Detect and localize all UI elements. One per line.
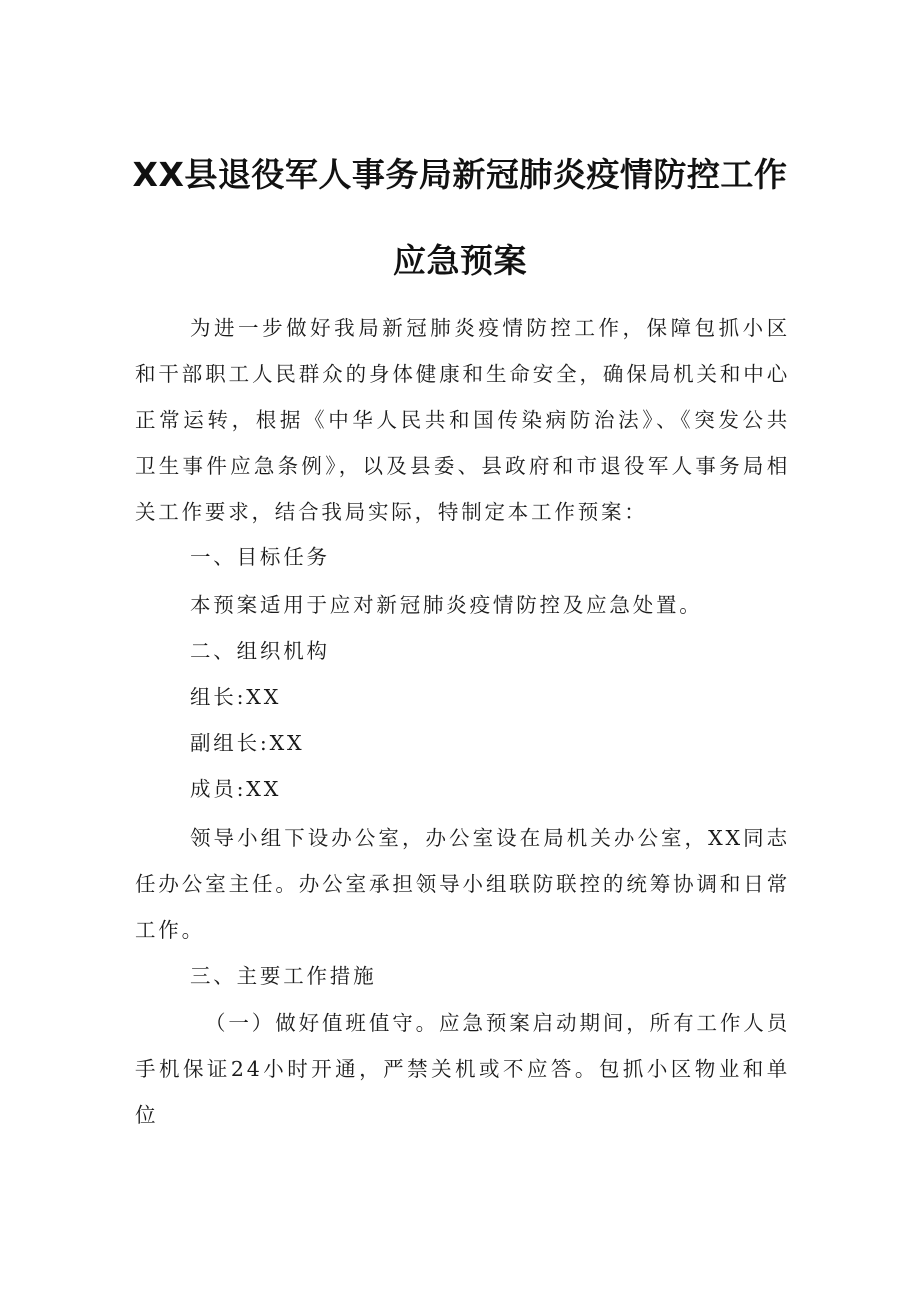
- section1-text: 本预案适用于应对新冠肺炎疫情防控及应急处置。: [190, 593, 703, 617]
- leader-line: 组长:XX: [190, 685, 282, 709]
- section3-heading: 三、主要工作措施: [190, 964, 377, 988]
- document-title-line2: 应急预案: [393, 241, 527, 280]
- intro-paragraph: 为进一步做好我局新冠肺炎疫情防控工作，保障包抓小区和干部职工人民群众的身体健康和生命安全，确保局机关和中心正常运转，根据《中华人民共和国传染病防治法》、《突发公共卫生事件应急条例》，以及县委、县政府和市退役军人事务局相关工作要求，结合我局实际，特制定本工作预案：: [135, 316, 790, 524]
- office-paragraph: 领导小组下设办公室，办公室设在局机关办公室，XX同志任办公室主任。办公室承担领导小组联防联控的统筹协调和日常工作。: [135, 826, 790, 942]
- section1-heading: 一、目标任务: [190, 545, 330, 569]
- measure1-paragraph: （一）做好值班值守。应急预案启动期间，所有工作人员手机保证24小时开通，严禁关机或不应答。包抓小区物业和单位: [135, 1011, 790, 1127]
- deputy-leader-line: 副组长:XX: [190, 731, 305, 755]
- document-title-line1: XX县退役军人事务局新冠肺炎疫情防控工作: [132, 155, 788, 194]
- members-line: 成员:XX: [190, 777, 282, 801]
- section2-heading: 二、组织机构: [190, 639, 330, 663]
